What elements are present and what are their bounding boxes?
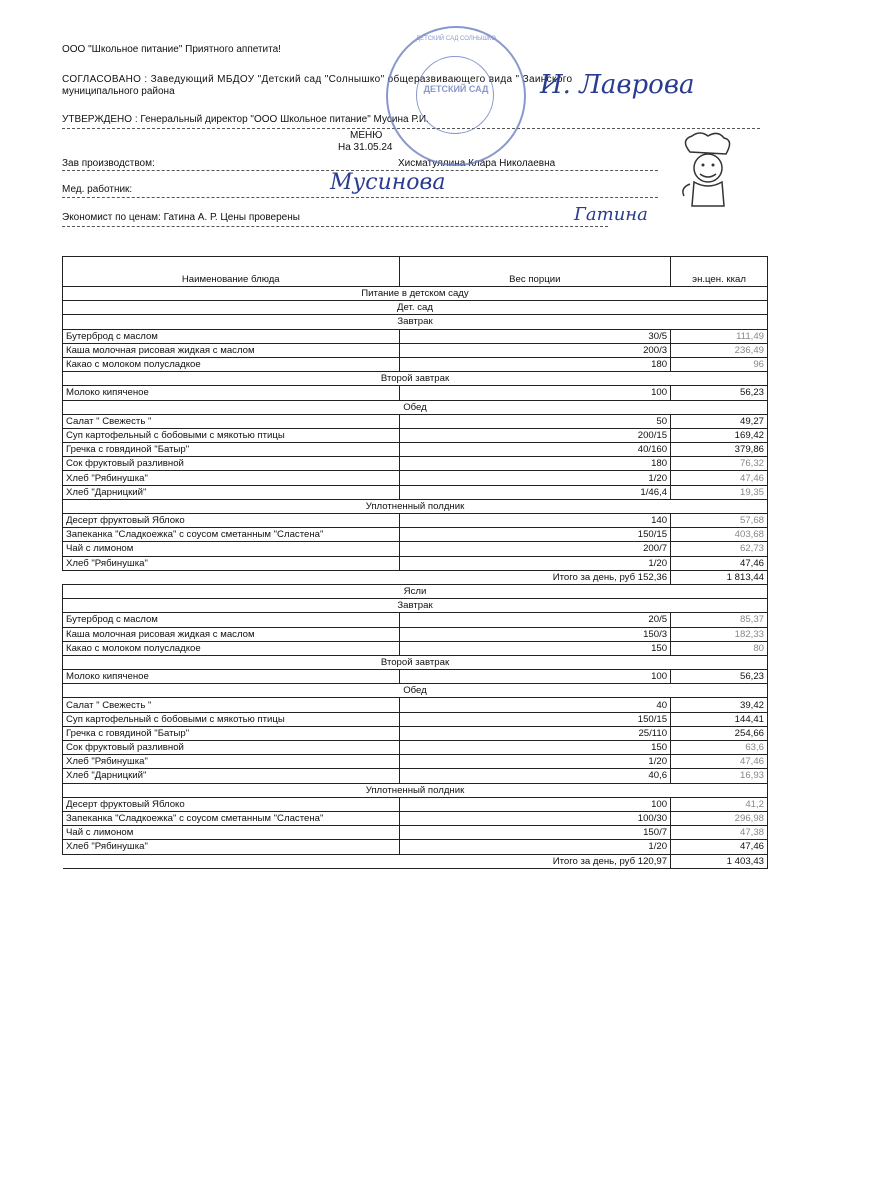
dish-name: Чай с лимоном <box>63 826 400 840</box>
energy-kcal: 403,68 <box>671 528 768 542</box>
section-title: Дет. сад <box>63 301 768 315</box>
portion-weight: 100 <box>399 386 671 400</box>
table-row <box>63 457 768 471</box>
energy-kcal: 47,46 <box>671 840 768 854</box>
section-row <box>63 499 768 513</box>
table-row <box>63 542 768 556</box>
portion-weight: 200/3 <box>399 343 671 357</box>
portion-weight: 150/7 <box>399 826 671 840</box>
production-label: Зав производством: <box>62 158 155 169</box>
portion-weight: 30/5 <box>399 329 671 343</box>
portion-weight: 40 <box>399 698 671 712</box>
dish-name: Хлеб "Дарницкий" <box>63 769 400 783</box>
section-title: Завтрак <box>63 599 768 613</box>
energy-kcal: 16,93 <box>671 769 768 783</box>
portion-weight: 1/20 <box>399 755 671 769</box>
dish-name: Гречка с говядиной "Батыр" <box>63 443 400 457</box>
dish-name: Сок фруктовый разливной <box>63 741 400 755</box>
energy-kcal: 96 <box>671 357 768 371</box>
dish-name: Чай с лимоном <box>63 542 400 556</box>
energy-kcal: 62,73 <box>671 542 768 556</box>
dish-name: Сок фруктовый разливной <box>63 457 400 471</box>
dish-name: Хлеб "Рябинушка" <box>63 471 400 485</box>
portion-weight: 1/20 <box>399 471 671 485</box>
section-row <box>63 655 768 669</box>
energy-kcal: 379,86 <box>671 443 768 457</box>
energy-kcal: 169,42 <box>671 428 768 442</box>
dish-name: Десерт фруктовый Яблоко <box>63 514 400 528</box>
portion-weight: 100 <box>399 797 671 811</box>
energy-kcal: 47,46 <box>671 556 768 570</box>
director-signature: И. Лаврова <box>540 70 695 100</box>
section-row <box>63 584 768 598</box>
dish-name: Суп картофельный с бобовыми с мякотью птицы <box>63 712 400 726</box>
energy-kcal: 41,2 <box>671 797 768 811</box>
medic-signature: Мусинова <box>330 170 446 195</box>
table-row <box>63 414 768 428</box>
stamp-center-text: ДЕТСКИЙ САД <box>423 84 489 94</box>
portion-weight: 1/20 <box>399 840 671 854</box>
table-row <box>63 755 768 769</box>
table-row <box>63 485 768 499</box>
total-label: Итого за день, руб 120,97 <box>63 854 671 868</box>
section-title: Второй завтрак <box>63 372 768 386</box>
table-row <box>63 428 768 442</box>
section-title: Уплотненный полдник <box>63 783 768 797</box>
menu-date: На 31.05.24 <box>338 142 393 153</box>
economist-line: Экономист по ценам: Гатина А. Р. Цены проверены <box>62 212 300 223</box>
table-row <box>63 627 768 641</box>
table-row <box>63 471 768 485</box>
dish-name: Бутерброд с маслом <box>63 613 400 627</box>
energy-kcal: 236,49 <box>671 343 768 357</box>
total-row <box>63 854 768 868</box>
menu-table-body <box>63 287 768 869</box>
medic-underline <box>62 197 658 198</box>
section-title: Обед <box>63 684 768 698</box>
agreed-line-1: СОГЛАСОВАНО : Заведующий МБДОУ "Детский сад "Солнышко" общеразвивающего вида " Заинского <box>62 74 573 85</box>
table-row <box>63 641 768 655</box>
energy-kcal: 56,23 <box>671 670 768 684</box>
approved-line: УТВЕРЖДЕНО : Генеральный директор "ООО Школьное питание" Мусина Р.И. <box>62 114 429 125</box>
energy-kcal: 19,35 <box>671 485 768 499</box>
dish-name: Хлеб "Рябинушка" <box>63 755 400 769</box>
stamp-ring-text: ДЕТСКИЙ САД СОЛНЫШКО <box>416 36 496 42</box>
energy-kcal: 85,37 <box>671 613 768 627</box>
table-row <box>63 357 768 371</box>
economist-underline <box>62 226 608 227</box>
agreed-line-2: муниципального района <box>62 86 175 97</box>
energy-kcal: 182,33 <box>671 627 768 641</box>
section-title: Обед <box>63 400 768 414</box>
portion-weight: 40,6 <box>399 769 671 783</box>
section-title: Питание в детском саду <box>63 287 768 301</box>
table-row <box>63 670 768 684</box>
table-row <box>63 698 768 712</box>
dish-name: Запеканка "Сладкоежка" с соусом сметанным "Сластена" <box>63 811 400 825</box>
section-row <box>63 301 768 315</box>
energy-kcal: 57,68 <box>671 514 768 528</box>
section-row <box>63 684 768 698</box>
energy-kcal: 63,6 <box>671 741 768 755</box>
dish-name: Салат " Свежесть " <box>63 698 400 712</box>
energy-kcal: 296,98 <box>671 811 768 825</box>
energy-kcal: 47,38 <box>671 826 768 840</box>
section-title: Завтрак <box>63 315 768 329</box>
portion-weight: 180 <box>399 457 671 471</box>
portion-weight: 200/7 <box>399 542 671 556</box>
total-kcal: 1 813,44 <box>671 570 768 584</box>
col-portion-weight: Вес порции <box>399 257 671 287</box>
menu-table <box>62 256 768 869</box>
dish-name: Каша молочная рисовая жидкая с маслом <box>63 627 400 641</box>
dish-name: Бутерброд с маслом <box>63 329 400 343</box>
portion-weight: 1/20 <box>399 556 671 570</box>
dish-name: Салат " Свежесть " <box>63 414 400 428</box>
dish-name: Хлеб "Дарницкий" <box>63 485 400 499</box>
table-row <box>63 386 768 400</box>
section-row <box>63 315 768 329</box>
portion-weight: 150/15 <box>399 712 671 726</box>
section-row <box>63 599 768 613</box>
dish-name: Десерт фруктовый Яблоко <box>63 797 400 811</box>
table-row <box>63 556 768 570</box>
table-row <box>63 840 768 854</box>
portion-weight: 150/3 <box>399 627 671 641</box>
total-kcal: 1 403,43 <box>671 854 768 868</box>
energy-kcal: 49,27 <box>671 414 768 428</box>
portion-weight: 140 <box>399 514 671 528</box>
table-header-row <box>63 257 768 287</box>
dish-name: Хлеб "Рябинушка" <box>63 840 400 854</box>
table-row <box>63 811 768 825</box>
portion-weight: 180 <box>399 357 671 371</box>
section-row <box>63 372 768 386</box>
table-row <box>63 443 768 457</box>
total-label: Итого за день, руб 152,36 <box>63 570 671 584</box>
total-row <box>63 570 768 584</box>
chef-illustration <box>670 130 744 210</box>
dish-name: Молоко кипяченое <box>63 386 400 400</box>
stamp-inner-circle <box>416 56 494 134</box>
portion-weight: 20/5 <box>399 613 671 627</box>
table-row <box>63 797 768 811</box>
energy-kcal: 76,32 <box>671 457 768 471</box>
economist-signature: Гатина <box>574 204 648 225</box>
dish-name: Гречка с говядиной "Батыр" <box>63 726 400 740</box>
energy-kcal: 111,49 <box>671 329 768 343</box>
dish-name: Хлеб "Рябинушка" <box>63 556 400 570</box>
portion-weight: 150 <box>399 641 671 655</box>
table-row <box>63 329 768 343</box>
col-energy-kcal: эн.цен. ккал <box>671 257 768 287</box>
col-dish-name: Наименование блюда <box>63 257 400 287</box>
table-row <box>63 343 768 357</box>
portion-weight: 50 <box>399 414 671 428</box>
table-row <box>63 741 768 755</box>
table-row <box>63 613 768 627</box>
energy-kcal: 144,41 <box>671 712 768 726</box>
dish-name: Молоко кипяченое <box>63 670 400 684</box>
section-title: Второй завтрак <box>63 655 768 669</box>
company-line: ООО "Школьное питание" Приятного аппетита! <box>62 44 281 55</box>
portion-weight: 40/160 <box>399 443 671 457</box>
portion-weight: 1/46,4 <box>399 485 671 499</box>
energy-kcal: 47,46 <box>671 755 768 769</box>
table-row <box>63 514 768 528</box>
energy-kcal: 254,66 <box>671 726 768 740</box>
section-row <box>63 287 768 301</box>
dish-name: Запеканка "Сладкоежка" с соусом сметанным "Сластена" <box>63 528 400 542</box>
dish-name: Какао с молоком полусладкое <box>63 357 400 371</box>
section-row <box>63 400 768 414</box>
portion-weight: 100/30 <box>399 811 671 825</box>
energy-kcal: 47,46 <box>671 471 768 485</box>
energy-kcal: 56,23 <box>671 386 768 400</box>
medic-label: Мед. работник: <box>62 184 133 195</box>
portion-weight: 200/15 <box>399 428 671 442</box>
menu-title: МЕНЮ <box>350 130 383 141</box>
section-row <box>63 783 768 797</box>
dish-name: Какао с молоком полусладкое <box>63 641 400 655</box>
table-row <box>63 769 768 783</box>
table-row <box>63 726 768 740</box>
section-title: Уплотненный полдник <box>63 499 768 513</box>
production-name: Хисматуллина Клара Николаевна <box>398 158 556 169</box>
table-row <box>63 528 768 542</box>
energy-kcal: 80 <box>671 641 768 655</box>
portion-weight: 150/15 <box>399 528 671 542</box>
portion-weight: 150 <box>399 741 671 755</box>
portion-weight: 25/110 <box>399 726 671 740</box>
official-stamp <box>386 26 526 166</box>
dish-name: Суп картофельный с бобовыми с мякотью птицы <box>63 428 400 442</box>
portion-weight: 100 <box>399 670 671 684</box>
table-row <box>63 826 768 840</box>
section-title: Ясли <box>63 584 768 598</box>
dish-name: Каша молочная рисовая жидкая с маслом <box>63 343 400 357</box>
energy-kcal: 39,42 <box>671 698 768 712</box>
table-row <box>63 712 768 726</box>
